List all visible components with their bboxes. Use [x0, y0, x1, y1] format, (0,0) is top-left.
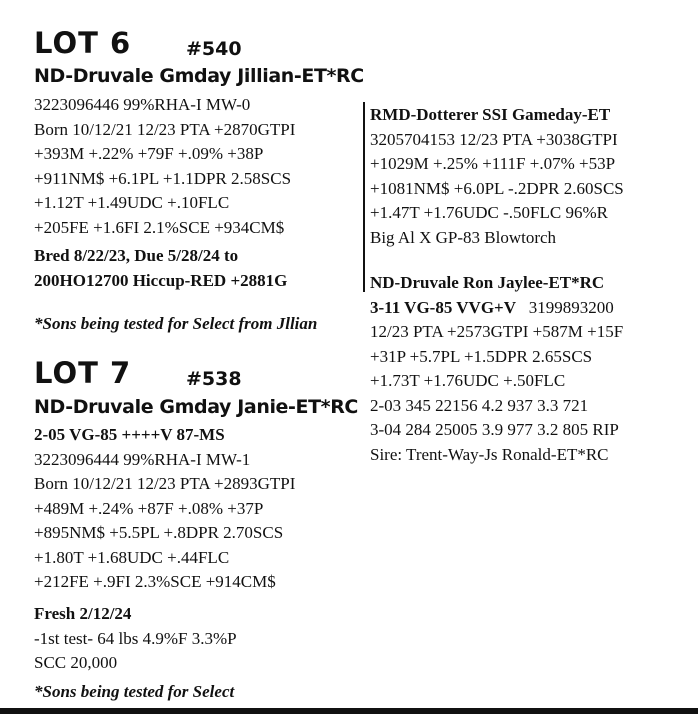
- dam-reg: 3199893200: [528, 297, 614, 317]
- lot7-details: [34, 423, 295, 595]
- lot7-test-line: -1st test- 64 lbs 4.9%F 3.3%P: [34, 628, 237, 648]
- sire-line: +1.47T +1.76UDC -.50FLC 96%R: [370, 203, 608, 222]
- lot7-number: #538: [186, 368, 242, 390]
- lot6-bred-line: 200HO12700 Hiccup-RED +2881G: [34, 270, 288, 290]
- lot7-cow-name: ND-Druvale Gmday Janie-ET*RC: [34, 396, 358, 418]
- lot7-classification: 2-05 VG-85 ++++V 87-MS: [34, 425, 225, 444]
- lot6-line: +205FE +1.6FI 2.1%SCE +934CM$: [34, 217, 285, 237]
- lot6-bred: [34, 244, 287, 293]
- lot6-line: +911NM$ +6.1PL +1.1DPR 2.58SCS: [34, 168, 292, 188]
- lot6-line: +1.12T +1.49UDC +.10FLC: [34, 193, 230, 212]
- lot6-line: Born 10/12/21 12/23 PTA +2870GTPI: [34, 119, 296, 139]
- lot7-fresh: [34, 602, 237, 676]
- dam-line: 3-04 284 25005 3.9 977 3.2 805 RIP: [370, 420, 619, 439]
- lot7-test-line: SCC 20,000: [34, 653, 118, 672]
- dam-line: 12/23 PTA +2573GTPI +587M +15F: [370, 322, 624, 341]
- dam-line: +1.73T +1.76UDC +.50FLC: [370, 371, 566, 390]
- dam-line: +31P +5.7PL +1.5DPR 2.65SCS: [370, 346, 593, 366]
- lot7-line: +489M +.24% +87F +.08% +37P: [34, 498, 264, 518]
- sire-line: +1029M +.25% +111F +.07% +53P: [370, 154, 616, 173]
- dam-classification: 3-11 VG-85 VVG+V: [370, 297, 517, 317]
- lot7-line: Born 10/12/21 12/23 PTA +2893GTPI: [34, 474, 296, 493]
- lot7-label: LOT 7: [34, 356, 132, 390]
- lot6-cow-name: ND-Druvale Gmday Jillian-ET*RC: [34, 65, 364, 87]
- lot7-fresh-date: Fresh 2/12/24: [34, 604, 132, 623]
- lot7-note: *Sons being tested for Select: [34, 682, 235, 701]
- lot6-details: [34, 93, 295, 240]
- dam-block: [370, 271, 623, 467]
- sire-block: [370, 103, 624, 250]
- sire-line: 3205704153 12/23 PTA +3038GTPI: [370, 129, 618, 149]
- sire-line: +1081NM$ +6.0PL -.2DPR 2.60SCS: [370, 178, 624, 198]
- dam-line: Sire: Trent-Way-Js Ronald-ET*RC: [370, 444, 609, 464]
- sire-name: RMD-Dotterer SSI Gameday-ET: [370, 105, 611, 124]
- dam-name: ND-Druvale Ron Jaylee-ET*RC: [370, 273, 605, 292]
- lot6-line: 3223096446 99%RHA-I MW-0: [34, 95, 251, 114]
- lot6-line: +393M +.22% +79F +.09% +38P: [34, 144, 264, 163]
- dam-classification-row: [370, 296, 623, 321]
- lot7-line: +1.80T +1.68UDC +.44FLC: [34, 547, 230, 567]
- lot6-label: LOT 6: [34, 26, 132, 60]
- lot6-number: #540: [186, 38, 242, 60]
- sire-line: Big Al X GP-83 Blowtorch: [370, 227, 557, 247]
- lot7-line: +895NM$ +5.5PL +.8DPR 2.70SCS: [34, 523, 284, 542]
- lot6-note: *Sons being tested for Select from Jllian: [34, 314, 318, 333]
- lot7-line: +212FE +.9FI 2.3%SCE +914CM$: [34, 572, 276, 591]
- dam-line: 2-03 345 22156 4.2 937 3.3 721: [370, 395, 589, 415]
- lot6-bred-line: Bred 8/22/23, Due 5/28/24 to: [34, 246, 239, 265]
- bottom-rule: [0, 708, 698, 714]
- lot7-line: 3223096444 99%RHA-I MW-1: [34, 449, 251, 469]
- column-divider: [363, 102, 365, 292]
